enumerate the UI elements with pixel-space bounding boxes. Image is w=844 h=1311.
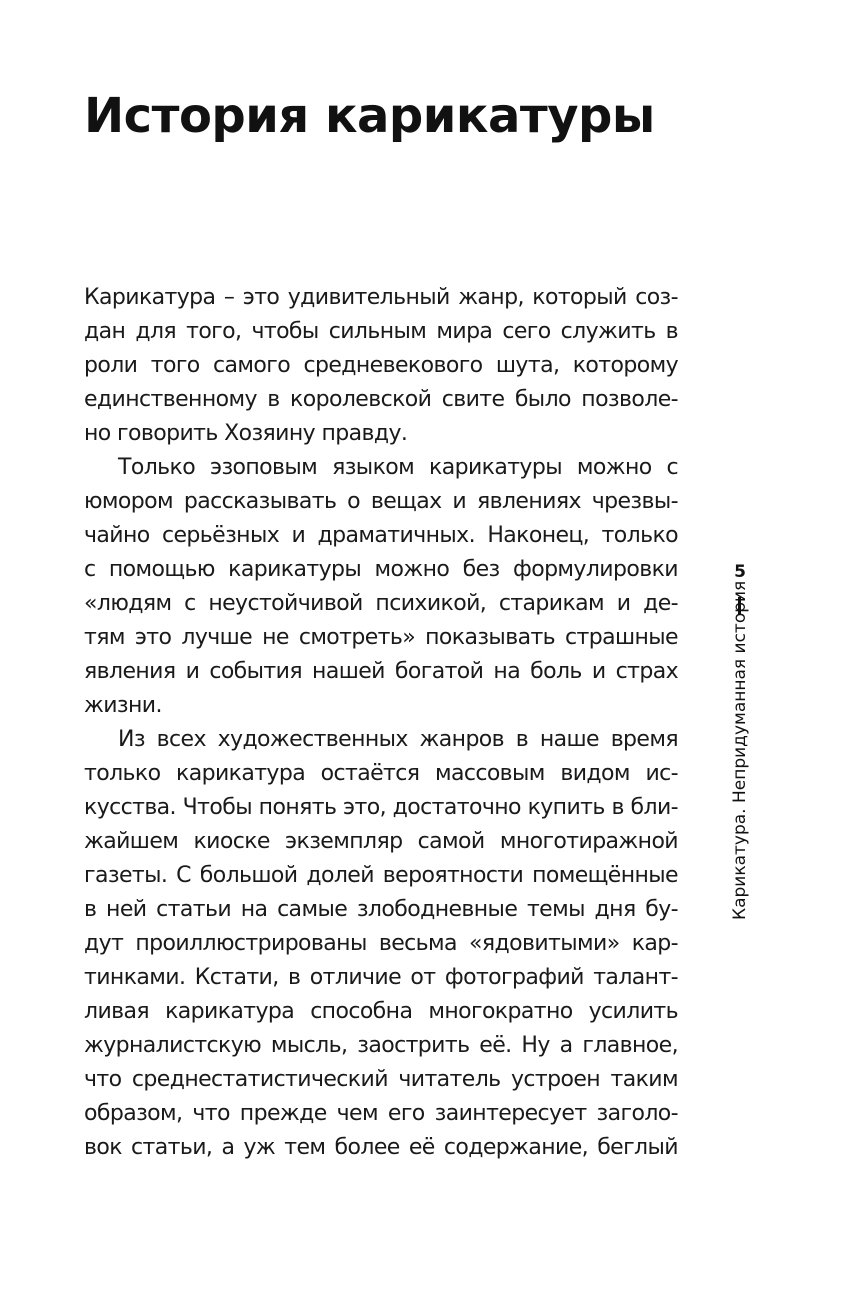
text-line: Только эзоповым языком карикатуры можно с <box>118 455 678 480</box>
text-line: жайшем киоске экземпляр самой многотиражной <box>84 829 678 854</box>
text-line: кусства. Чтобы понять это, достаточно купить в бли- <box>84 795 678 820</box>
text-line: дут проиллюстрированы весьма «ядовитыми» кар- <box>84 931 678 956</box>
text-line: дан для того, чтобы сильным мира сего служить в <box>84 319 678 344</box>
text-line: в ней статьи на самые злободневные темы дня бу- <box>84 897 678 922</box>
text-line: газеты. С большой долей вероятности помещённые <box>84 863 678 888</box>
chapter-title: История карикатуры <box>84 88 655 144</box>
text-line: тям это лучше не смотреть» показывать страшные <box>84 625 678 650</box>
text-line: но говорить Хозяину правду. <box>84 421 408 446</box>
text-line: вок статьи, а уж тем более её содержание, беглый <box>84 1135 678 1160</box>
text-line: жизни. <box>84 693 162 718</box>
page-number: 5 <box>734 562 746 582</box>
text-line: Карикатура – это удивительный жанр, который соз- <box>84 285 678 310</box>
text-line: образом, что прежде чем его заинтересует заголо- <box>84 1101 678 1126</box>
text-line: чайно серьёзных и драматичных. Наконец, только <box>84 523 678 548</box>
text-line: только карикатура остаётся массовым видом ис- <box>84 761 678 786</box>
text-line: журналистскую мысль, заострить её. Ну а главное, <box>84 1033 678 1058</box>
text-line: юмором рассказывать о вещах и явлениях чрезвы- <box>84 489 678 514</box>
running-title: Карикатура. Непридуманная история <box>730 580 750 920</box>
text-line: единственному в королевской свите было позволе- <box>84 387 678 412</box>
text-line: тинками. Кстати, в отличие от фотографий талант- <box>84 965 678 990</box>
body-text <box>84 281 678 1165</box>
text-line: что среднестатистический читатель устроен таким <box>84 1067 678 1092</box>
text-line: «людям с неустойчивой психикой, старикам и де- <box>84 591 678 616</box>
text-line: ливая карикатура способна многократно усилить <box>84 999 678 1024</box>
text-line: Из всех художественных жанров в наше время <box>118 727 678 752</box>
text-line: с помощью карикатуры можно без формулировки <box>84 557 678 582</box>
text-line: роли того самого средневекового шута, которому <box>84 353 678 378</box>
text-line: явления и события нашей богатой на боль и страх <box>84 659 678 684</box>
